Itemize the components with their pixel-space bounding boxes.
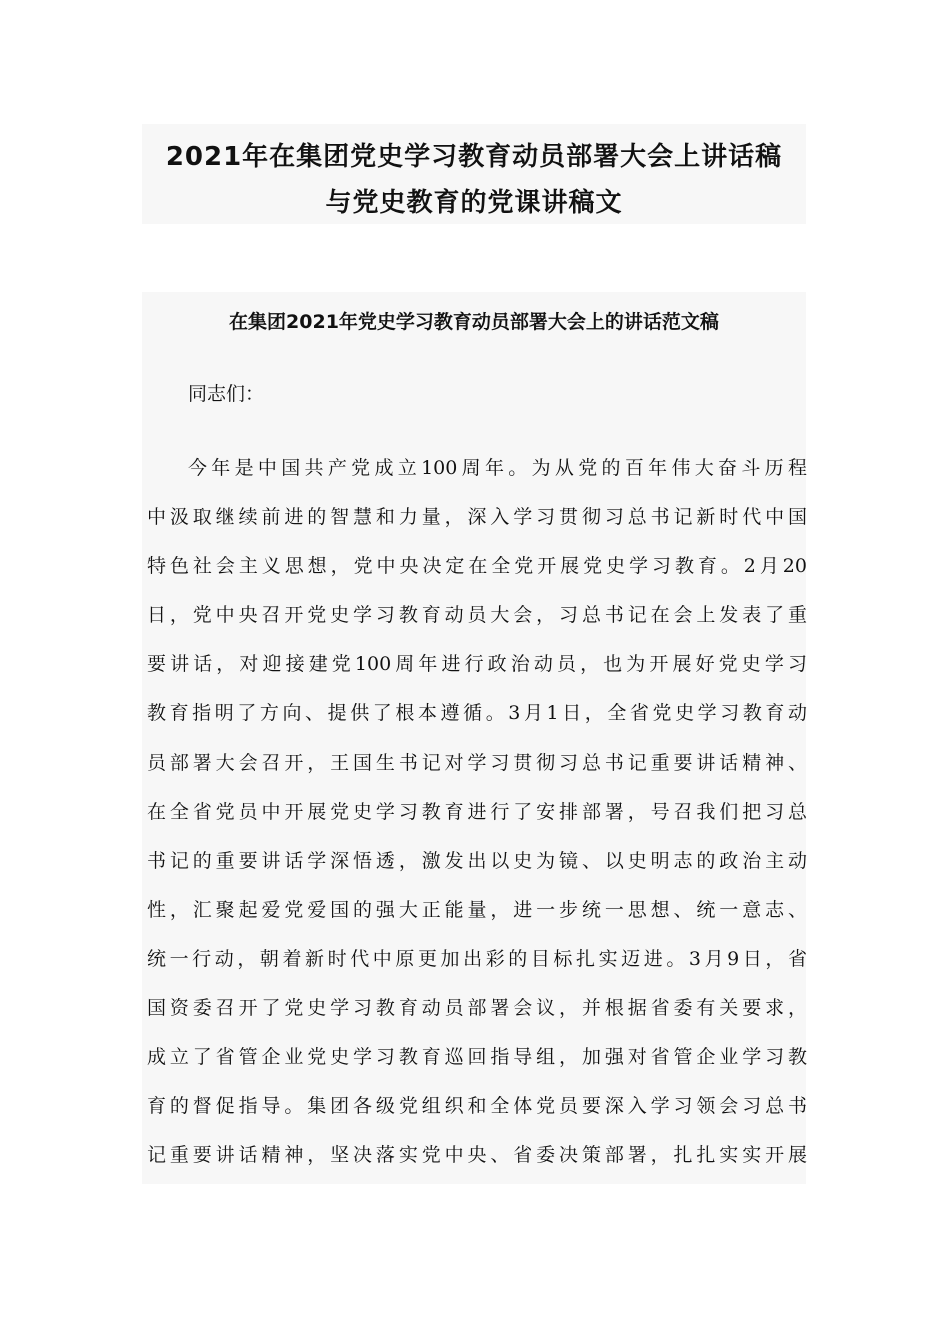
paragraph-line: 特色社会主义思想，党中央决定在全党开展党史学习教育。2月20 [147,555,807,578]
paragraph-line: 国资委召开了党史学习教育动员部署会议，并根据省委有关要求， [147,997,807,1020]
body-paragraph [147,444,807,1180]
paragraph-line: 育的督促指导。集团各级党组织和全体党员要深入学习领会习总书 [147,1095,807,1118]
paragraph-line: 书记的重要讲话学深悟透，激发出以史为镜、以史明志的政治主动 [147,849,807,872]
salutation: 同志们： [188,383,265,405]
document-title-line-1: 2021年在集团党史学习教育动员部署大会上讲话稿 [165,142,783,172]
paragraph-line: 日，党中央召开党史学习教育动员大会，习总书记在会上发表了重 [147,604,807,627]
paragraph-line: 统一行动，朝着新时代中原更加出彩的目标扎实迈进。3月9日，省 [147,947,807,970]
speech-subtitle: 在集团2021年党史学习教育动员部署大会上的讲话范文稿 [229,311,719,333]
paragraph-line: 要讲话，对迎接建党100周年进行政治动员，也为开展好党史学习 [147,653,807,676]
paragraph-line: 在全省党员中开展党史学习教育进行了安排部署，号召我们把习总 [147,800,807,823]
document-body [142,292,806,1184]
paragraph-line: 中汲取继续前进的智慧和力量，深入学习贯彻习总书记新时代中国 [147,506,807,529]
document-title-block [142,124,806,224]
paragraph-line: 记重要讲话精神，坚决落实党中央、省委决策部署，扎扎实实开展 [147,1144,807,1167]
paragraph-line: 今年是中国共产党成立100周年。为从党的百年伟大奋斗历程 [188,457,807,479]
paragraph-line: 员部署大会召开，王国生书记对学习贯彻习总书记重要讲话精神、 [147,751,807,774]
paragraph-line: 性，汇聚起爱党爱国的强大正能量，进一步统一思想、统一意志、 [147,898,807,921]
document-title-line-2: 与党史教育的党课讲稿文 [325,188,623,218]
paragraph-line: 成立了省管企业党史学习教育巡回指导组，加强对省管企业学习教 [147,1046,807,1069]
paragraph-line: 教育指明了方向、提供了根本遵循。3月1日，全省党史学习教育动 [147,702,807,725]
